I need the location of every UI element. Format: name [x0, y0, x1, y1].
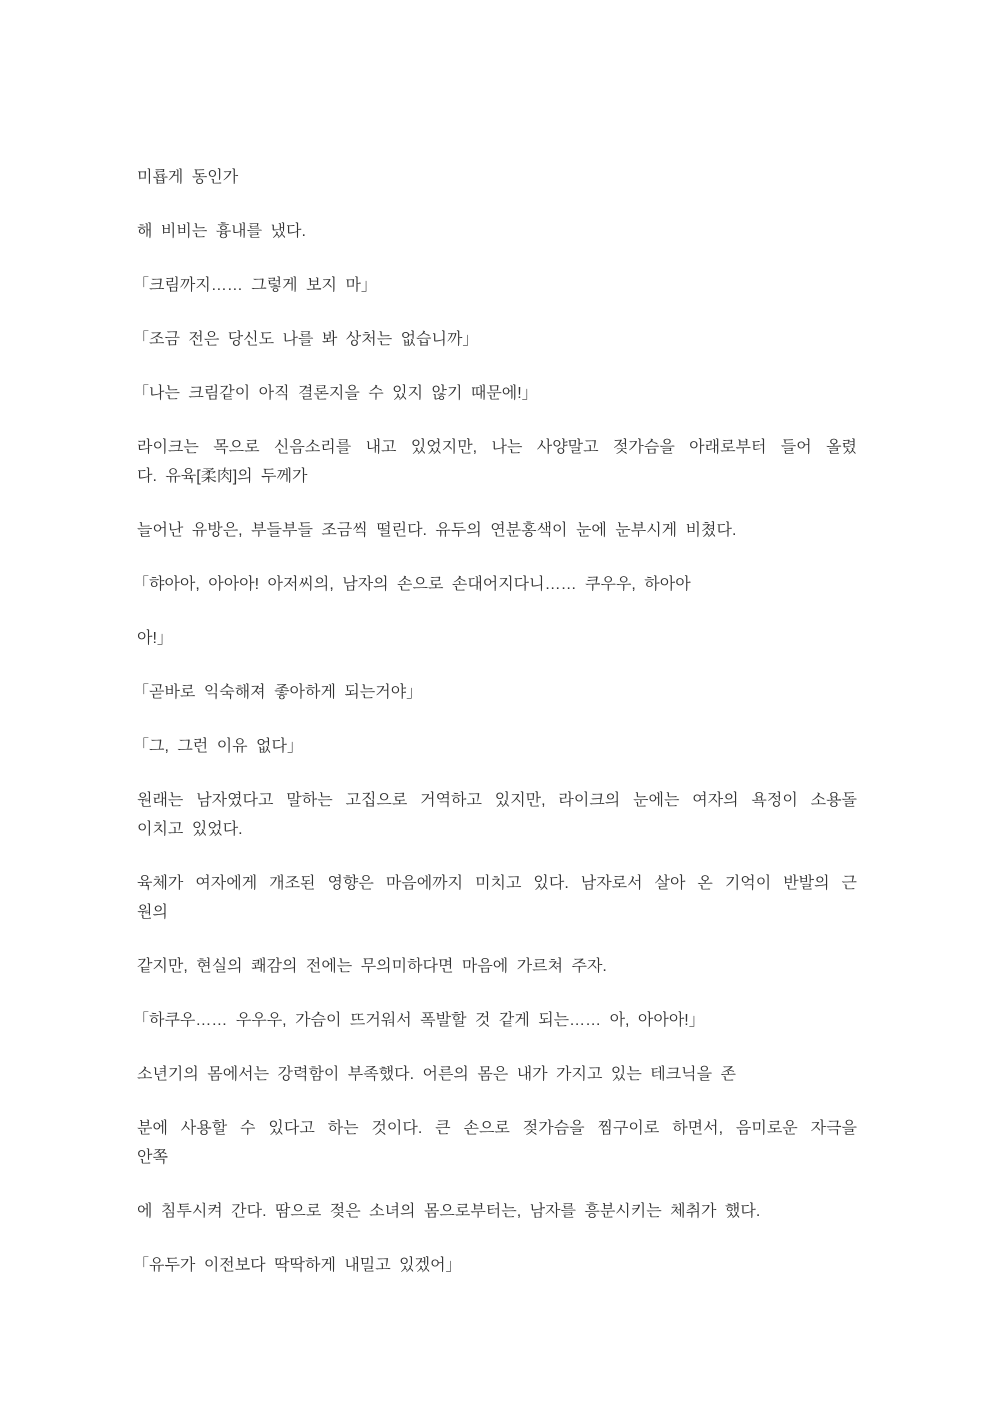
narration-paragraph: [137, 1114, 857, 1172]
narration-line: 분에 사용할 수 있다고 하는 것이다. 큰 손으로 젖가슴을 찜구이로 하면서, 음미로운 자극을: [137, 1120, 857, 1137]
narration-line: 같지만, 현실의 쾌감의 전에는 무의미하다면 마음에 가르쳐 주자.: [137, 958, 607, 975]
narration-line: 미룝게 동인가: [137, 169, 239, 186]
narration-line: 라이크는 목으로 신음소리를 내고 있었지만, 나는 사양말고 젖가슴을 아래로부터 들어 올렸: [137, 439, 857, 456]
dialogue-line: 「곧바로 익숙해져 좋아하게 되는거야」: [133, 684, 423, 701]
narration-line: 에 침투시켜 간다. 땀으로 젖은 소녀의 몸으로부터는, 남자를 흥분시키는 체취가 했다.: [137, 1203, 761, 1220]
narration-paragraph: [137, 433, 857, 491]
narration-paragraph: [137, 163, 857, 192]
dialogue-line: 「유두가 이전보다 딱딱하게 내밀고 있겠어」: [133, 1257, 462, 1274]
narration-line: 이치고 있었다.: [137, 821, 243, 838]
dialogue-paragraph: [133, 1251, 857, 1280]
dialogue-line: 「그, 그런 이유 없다」: [133, 738, 303, 755]
dialogue-paragraph: [133, 271, 857, 300]
dialogue-paragraph: [133, 570, 857, 599]
narration-line: 안쪽: [137, 1149, 168, 1166]
dialogue-line: 「하쿠우…… 우우우, 가슴이 뜨거워서 폭발할 것 같게 되는…… 아, 아아아!」: [133, 1012, 705, 1029]
dialogue-line: 「나는 크림같이 아직 결론지을 수 있지 않기 때문에!」: [133, 385, 538, 402]
narration-line: 원의: [137, 904, 168, 921]
narration-paragraph: [137, 217, 857, 246]
narration-line: 늘어난 유방은, 부들부들 조금씩 떨린다. 유두의 연분홍색이 눈에 눈부시게 비쳤다.: [137, 522, 737, 539]
narration-paragraph: [137, 624, 857, 653]
dialogue-line: 「조금 전은 당신도 나를 봐 상처는 없습니까」: [133, 331, 479, 348]
dialogue-line: 아!」: [137, 630, 173, 647]
narration-paragraph: [137, 1197, 857, 1226]
dialogue-paragraph: [133, 1006, 857, 1035]
narration-line: 육체가 여자에게 개조된 영향은 마음에까지 미치고 있다. 남자로서 살아 온 기억이 반발의 근: [137, 875, 857, 892]
narration-line: 소년기의 몸에서는 강력함이 부족했다. 어른의 몸은 내가 가지고 있는 테크닉을 존: [137, 1066, 736, 1083]
dialogue-paragraph: [133, 325, 857, 354]
dialogue-paragraph: [133, 379, 857, 408]
narration-line: 원래는 남자였다고 말하는 고집으로 거역하고 있지만, 라이크의 눈에는 여자의 욕정이 소용돌: [137, 792, 857, 809]
dialogue-paragraph: [133, 678, 857, 707]
narration-paragraph: [137, 869, 857, 927]
narration-paragraph: [137, 952, 857, 981]
dialogue-line: 「크림까지…… 그렇게 보지 마」: [133, 277, 377, 294]
dialogue-line: 「햐아아, 아아아! 아저씨의, 남자의 손으로 손대어지다니…… 쿠우우, 하아아: [133, 576, 691, 593]
narration-paragraph: [137, 516, 857, 545]
dialogue-paragraph: [133, 732, 857, 761]
narration-line: 다. 유육[柔肉]의 두께가: [137, 468, 308, 485]
narration-paragraph: [137, 1060, 857, 1089]
narration-paragraph: [137, 786, 857, 844]
narration-line: 해 비비는 흉내를 냈다.: [137, 223, 306, 240]
